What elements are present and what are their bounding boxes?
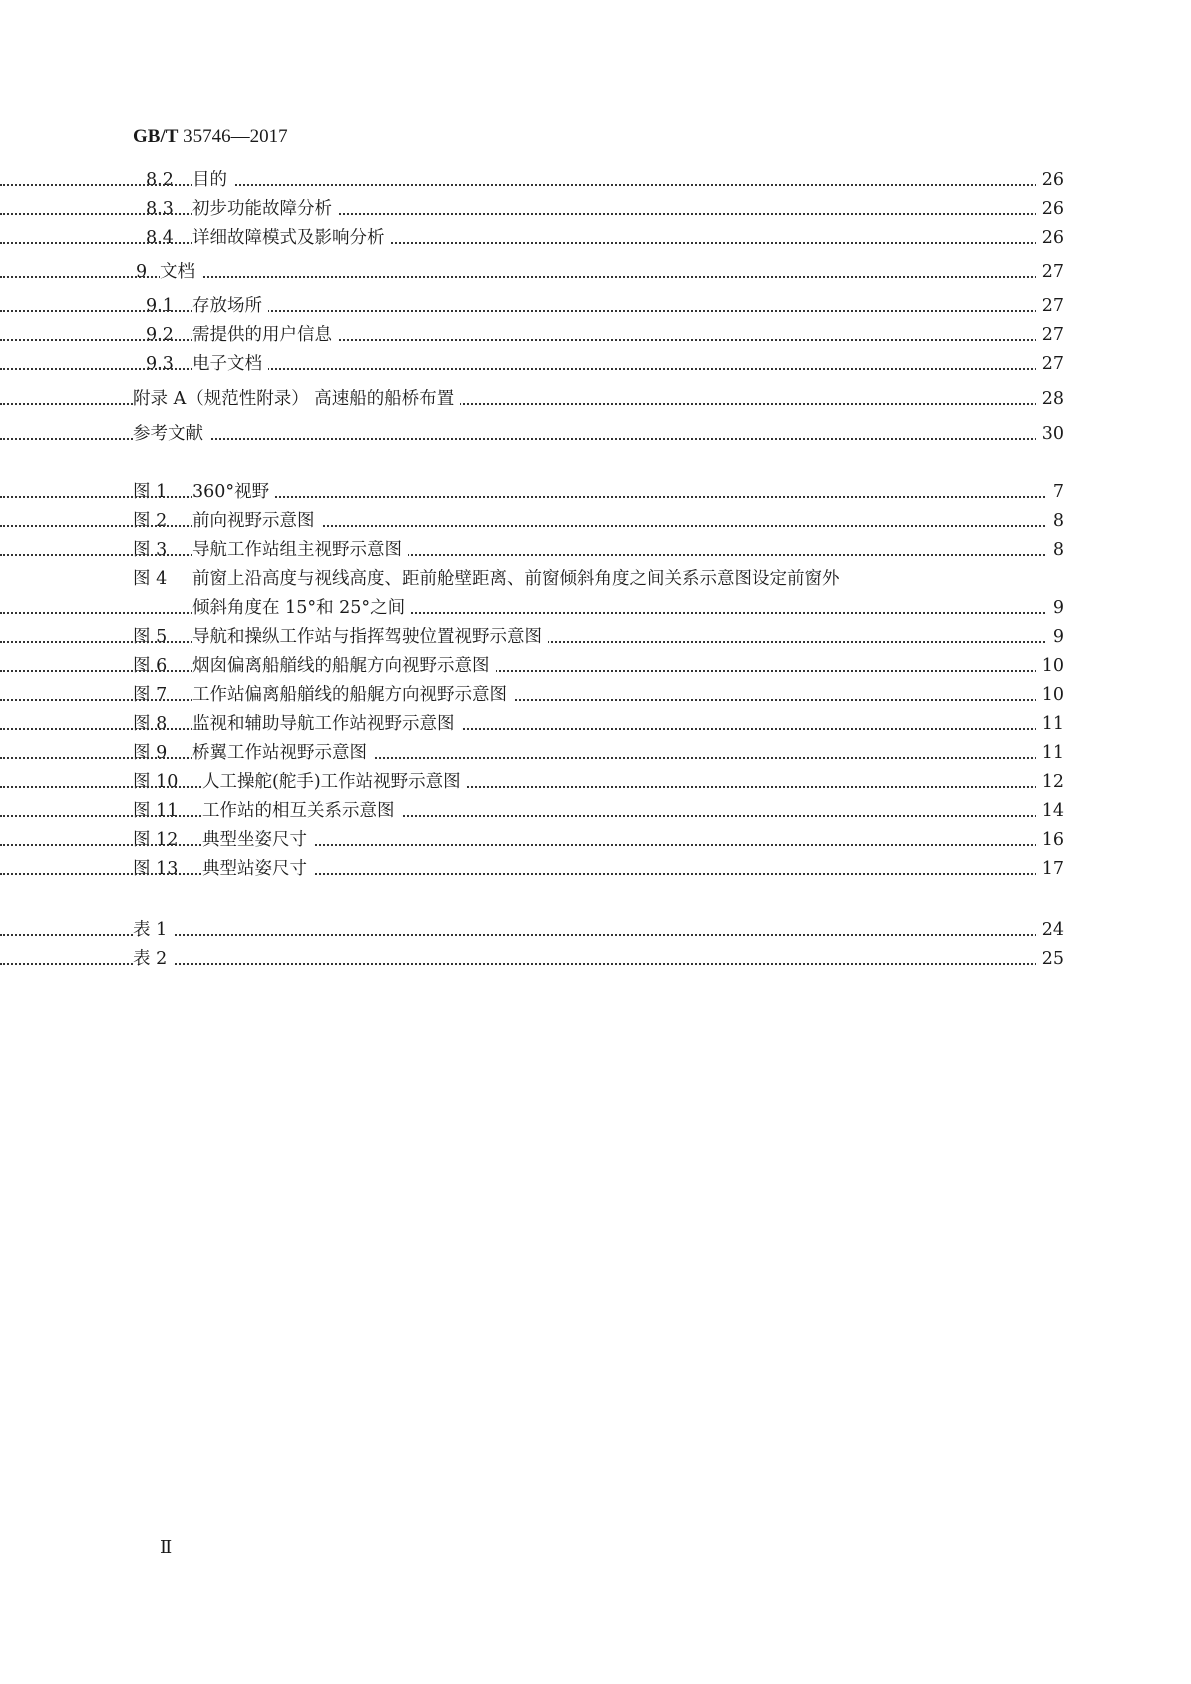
toc-entry-8-4[interactable] (0, 225, 1191, 251)
figure-page: 8 (1047, 508, 1064, 534)
table-page: 24 (1036, 917, 1064, 943)
figure-entry-12[interactable] (0, 827, 1191, 853)
dot-leader (0, 711, 1064, 737)
toc-entry-8-2[interactable] (0, 167, 1191, 193)
figure-title-continued: 倾斜角度在 15°和 25°之间 (192, 595, 411, 621)
dot-leader (0, 537, 1064, 563)
toc-page: 28 (1036, 386, 1064, 412)
figure-entry-2[interactable] (0, 508, 1191, 534)
figure-number: 图 5 (133, 627, 168, 647)
dot-leader (0, 856, 1064, 882)
dot-leader (0, 653, 1064, 679)
toc-page: 27 (1036, 293, 1064, 319)
page-number: Ⅱ (160, 1537, 173, 1558)
toc-title: 附录 A（规范性附录） 高速船的船桥布置 (133, 386, 460, 412)
toc-page: 27 (1036, 351, 1064, 377)
dot-leader (0, 798, 1064, 824)
figure-entry-11[interactable] (0, 798, 1191, 824)
figure-title: 工作站偏离船艏线的船艉方向视野示意图 (192, 682, 513, 708)
toc-page: 26 (1036, 167, 1064, 193)
figure-page: 10 (1036, 682, 1064, 708)
table-page: 25 (1036, 946, 1064, 972)
figure-page: 17 (1036, 856, 1064, 882)
figure-number: 图 7 (133, 685, 168, 705)
figure-title: 前窗上沿高度与视线高度、距前舱壁距离、前窗倾斜角度之间关系示意图设定前窗外 (192, 569, 840, 589)
toc-number: 8.3 (146, 199, 174, 219)
figure-number: 图 1 (133, 482, 168, 502)
toc-entry-8-3[interactable] (0, 196, 1191, 222)
figure-entry-13[interactable] (0, 856, 1191, 882)
figure-number: 图 13 (133, 859, 179, 879)
figure-page: 10 (1036, 653, 1064, 679)
figure-title: 导航工作站组主视野示意图 (192, 537, 408, 563)
figure-page: 9 (1047, 595, 1064, 621)
toc-entry-9-2[interactable] (0, 322, 1191, 348)
toc-number: 8.4 (146, 228, 174, 248)
toc-title: 存放场所 (192, 293, 268, 319)
figure-number: 图 12 (133, 830, 179, 850)
toc-page: 26 (1036, 196, 1064, 222)
figure-entry-3[interactable] (0, 537, 1191, 563)
figure-page: 8 (1047, 537, 1064, 563)
figure-entry-10[interactable] (0, 769, 1191, 795)
dot-leader (0, 595, 1064, 621)
toc-page: 26 (1036, 225, 1064, 251)
figure-entry-5[interactable] (0, 624, 1191, 650)
toc-number: 9 (136, 262, 148, 282)
toc-title: 文档 (160, 259, 201, 285)
figure-title: 烟囱偏离船艏线的船艉方向视野示意图 (192, 653, 496, 679)
dot-leader (0, 322, 1064, 348)
toc-entry-9-1[interactable] (0, 293, 1191, 319)
toc-title: 电子文档 (192, 351, 268, 377)
toc-title: 需提供的用户信息 (192, 322, 338, 348)
dot-leader (0, 225, 1064, 251)
dot-leader (0, 740, 1064, 766)
figure-title: 典型站姿尺寸 (202, 856, 313, 882)
toc-page: 30 (1036, 421, 1064, 447)
dot-leader (0, 479, 1064, 505)
figure-page: 16 (1036, 827, 1064, 853)
figure-entry-9[interactable] (0, 740, 1191, 766)
figure-entry-7[interactable] (0, 682, 1191, 708)
dot-leader (0, 827, 1064, 853)
table-number: 表 2 (133, 946, 173, 972)
table-entry-2[interactable] (0, 946, 1191, 972)
figure-page: 7 (1047, 479, 1064, 505)
dot-leader (0, 508, 1064, 534)
figure-number: 图 8 (133, 714, 168, 734)
toc-entry-annex-a[interactable] (0, 386, 1191, 412)
figure-page: 11 (1036, 740, 1064, 766)
dot-leader (0, 769, 1064, 795)
figure-entry-4-line2[interactable] (0, 595, 1191, 621)
dot-leader (0, 196, 1064, 222)
figure-number: 图 2 (133, 511, 168, 531)
figure-entry-1[interactable] (0, 479, 1191, 505)
figure-entry-4-line1[interactable] (0, 566, 1191, 592)
toc-title: 目的 (192, 167, 233, 193)
dot-leader (0, 167, 1064, 193)
figure-title: 桥翼工作站视野示意图 (192, 740, 373, 766)
dot-leader (0, 351, 1064, 377)
toc-number: 9.2 (146, 325, 174, 345)
figure-title: 360°视野 (192, 479, 275, 505)
figure-number: 图 10 (133, 772, 179, 792)
toc-title: 初步功能故障分析 (192, 196, 338, 222)
toc-page: 27 (1036, 259, 1064, 285)
toc-title: 详细故障模式及影响分析 (192, 225, 391, 251)
dot-leader (0, 682, 1064, 708)
figure-title: 前向视野示意图 (192, 508, 321, 534)
figure-entry-8[interactable] (0, 711, 1191, 737)
toc-page: 27 (1036, 322, 1064, 348)
figure-page: 14 (1036, 798, 1064, 824)
figure-entry-6[interactable] (0, 653, 1191, 679)
toc-entry-9[interactable] (0, 259, 1191, 285)
figure-page: 9 (1047, 624, 1064, 650)
figure-number: 图 3 (133, 540, 168, 560)
dot-leader (0, 293, 1064, 319)
figure-page: 12 (1036, 769, 1064, 795)
toc-title: 参考文献 (133, 421, 209, 447)
figure-title: 典型坐姿尺寸 (202, 827, 313, 853)
table-number: 表 1 (133, 917, 173, 943)
toc-entry-9-3[interactable] (0, 351, 1191, 377)
table-entry-1[interactable] (0, 917, 1191, 943)
toc-number: 9.1 (146, 296, 174, 316)
figure-title: 工作站的相互关系示意图 (202, 798, 401, 824)
standard-prefix: GB/T (133, 126, 179, 147)
figure-title: 人工操舵(舵手)工作站视野示意图 (202, 769, 467, 795)
figure-title: 导航和操纵工作站与指挥驾驶位置视野示意图 (192, 624, 548, 650)
toc-number: 9.3 (146, 354, 174, 374)
figure-page: 11 (1036, 711, 1064, 737)
figure-number: 图 9 (133, 743, 168, 763)
standard-code (133, 126, 288, 148)
figure-number: 图 6 (133, 656, 168, 676)
figure-number: 图 4 (133, 569, 168, 589)
standard-number: 35746—2017 (183, 126, 288, 147)
figure-number: 图 11 (133, 801, 179, 821)
toc-entry-references[interactable] (0, 421, 1191, 447)
figure-title: 监视和辅助导航工作站视野示意图 (192, 711, 461, 737)
toc-number: 8.2 (146, 170, 174, 190)
